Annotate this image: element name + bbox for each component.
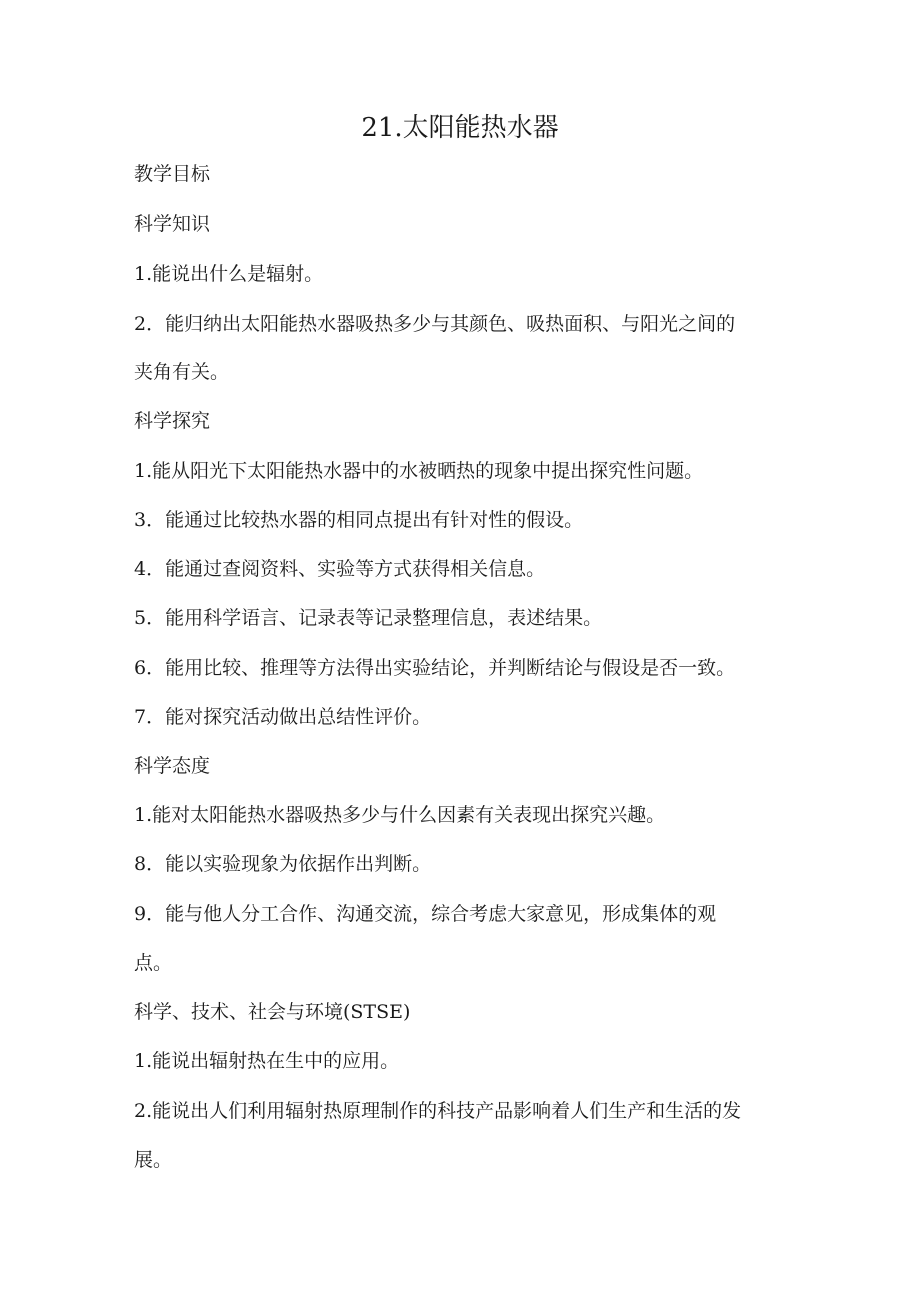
paragraph-line: 9．能与他人分工合作、沟通交流，综合考虑大家意见，形成集体的观 [134,903,717,925]
paragraph-line: 2．能归纳出太阳能热水器吸热多少与其颜色、吸热面积、与阳光之间的 [134,313,736,335]
paragraph-line: 2.能说出人们利用辐射热原理制作的科技产品影响着人们生产和生活的发 [134,1100,742,1122]
paragraph-line: 3．能通过比较热水器的相同点提出有针对性的假设。 [134,509,584,531]
paragraph-line: 7．能对探究活动做出总结性评价。 [134,706,432,728]
subsection-heading-stse: 科学、技术、社会与环境(STSE) [134,1001,411,1023]
subsection-heading-inquiry: 科学探究 [134,410,211,432]
paragraph-line: 5．能用科学语言、记录表等记录整理信息，表述结果。 [134,607,603,629]
page-title: 21.太阳能热水器 [361,113,559,143]
subsection-heading-knowledge: 科学知识 [134,213,211,235]
paragraph-line: 8．能以实验现象为依据作出判断。 [134,853,432,875]
section-heading-objectives: 教学目标 [134,163,211,185]
paragraph-line: 点。 [134,952,173,974]
paragraph-line: 1.能说出辐射热在生中的应用。 [134,1050,400,1072]
paragraph-line: 夹角有关。 [134,361,230,383]
paragraph-line: 展。 [134,1149,173,1171]
paragraph-line: 6．能用比较、推理等方法得出实验结论，并判断结论与假设是否一致。 [134,657,736,679]
paragraph-line: 1.能从阳光下太阳能热水器中的水被晒热的现象中提出探究性问题。 [134,460,704,482]
paragraph-line: 1.能对太阳能热水器吸热多少与什么因素有关表现出探究兴趣。 [134,804,666,826]
paragraph-line: 4．能通过查阅资料、实验等方式获得相关信息。 [134,558,546,580]
subsection-heading-attitude: 科学态度 [134,755,211,777]
paragraph-line: 1.能说出什么是辐射。 [134,263,324,285]
